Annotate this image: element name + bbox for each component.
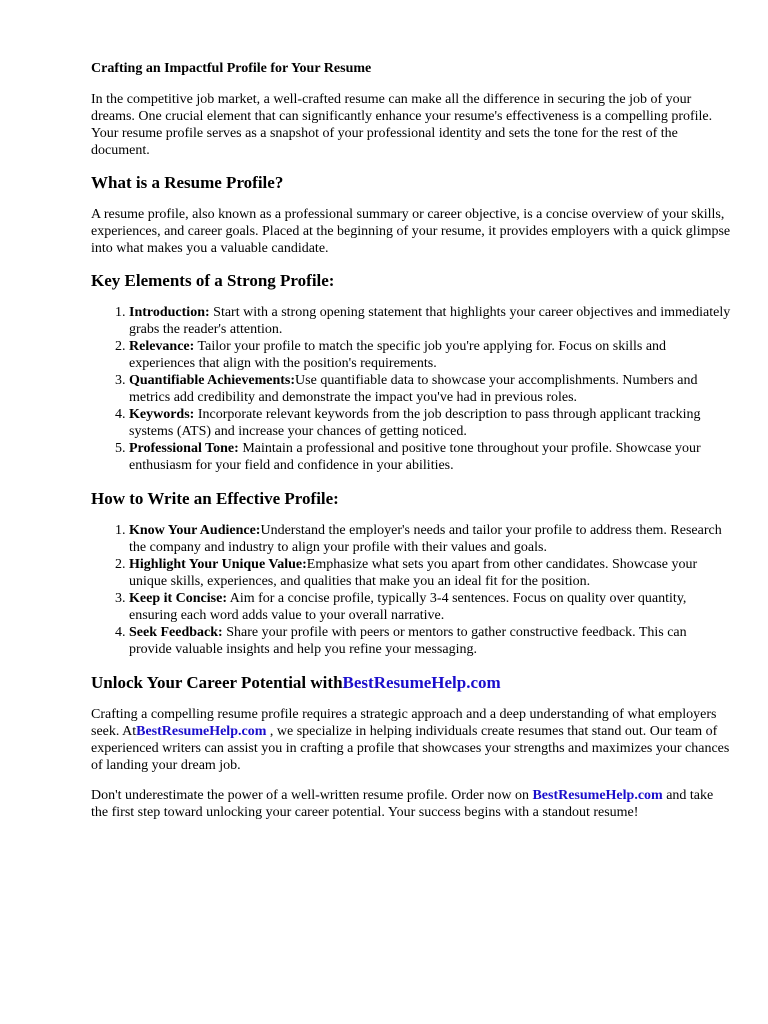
list-item-term: Quantifiable Achievements: [129,373,296,388]
list-item-term: Introduction: [129,305,210,320]
list-item-term: Know Your Audience: [129,523,261,538]
list-item-text: Tailor your profile to match the specific job you're applying for. Focus on skills and experiences that align with the position's requirements. [129,339,667,371]
section-heading-key-elements: Key Elements of a Strong Profile: [91,271,335,290]
list-item [129,624,731,658]
crafting-text-after: , we specialize in helping individuals create resumes that stand out. Our team of experienced writers can assist you in crafting a profile that showcases your strengths and maximizes your chances of landing your dream job. [91,724,730,773]
section-heading-how-to-write: How to Write an Effective Profile: [91,489,339,508]
list-item [129,372,731,406]
list-item-term: Keep it Concise: [129,591,227,606]
list-item-text: Share your profile with peers or mentors to gather constructive feedback. This can provide valuable insights and help you refine your messaging. [129,625,687,657]
document-title: Crafting an Impactful Profile for Your Resume [91,61,372,76]
list-item-text: Start with a strong opening statement that highlights your career objectives and immediately grabs the reader's attention. [129,305,731,337]
how-to-write-list [91,522,731,658]
list-item-text: Aim for a concise profile, typically 3-4 sentences. Focus on quality over quantity, ensuring each word adds value to your overall narrative. [129,591,687,623]
list-item [129,590,731,624]
list-item-term: Relevance: [129,339,195,354]
list-item [129,556,731,590]
list-item-text: Emphasize what sets you apart from other candidates. Showcase your unique skills, experiences, and qualities that make you an ideal fit for the position. [129,557,698,589]
list-item-term: Keywords: [129,407,195,422]
order-text-after: and take the first step toward unlocking your career potential. Your success begins with a standout resume! [91,788,714,820]
what-is-profile-paragraph: A resume profile, also known as a professional summary or career objective, is a concise overview of your skills, experiences, and career goals. Placed at the beginning of your resume, it provides employers with a quick glimpse into what makes you a valuable candidate. [91,207,731,256]
list-item-text: Maintain a professional and positive tone throughout your profile. Showcase your enthusiasm for your field and confidence in your abilities. [129,441,701,473]
list-item-term: Highlight Your Unique Value: [129,557,307,572]
key-elements-list [91,304,731,474]
list-item-text: Use quantifiable data to showcase your accomplishments. Numbers and metrics add credibility and demonstrate the impact you've had in previous roles. [129,373,698,405]
section-heading-what-is-profile: What is a Resume Profile? [91,173,284,192]
list-item-term: Seek Feedback: [129,625,223,640]
list-item-term: Professional Tone: [129,441,239,456]
list-item [129,338,731,372]
list-item-text: Incorporate relevant keywords from the job description to pass through applicant tracking systems (ATS) and increase your chances of getting noticed. [129,407,701,439]
list-item [129,304,731,338]
crafting-paragraph [91,706,731,774]
list-item [129,522,731,556]
unlock-heading-text: Unlock Your Career Potential with [91,673,343,692]
document-page [91,60,731,834]
bestresumehelp-inline-link[interactable]: BestResumeHelp.com [136,724,267,739]
list-item-text: Understand the employer's needs and tailor your profile to address them. Research the company and industry to align your profile with their values and goals. [129,523,722,555]
list-item [129,406,731,440]
bestresumehelp-heading-link[interactable]: BestResumeHelp.com [342,673,501,692]
list-item [129,440,731,474]
crafting-text-before: Crafting a compelling resume profile requires a strategic approach and a deep understanding of what employers seek. At [91,707,717,739]
intro-paragraph: In the competitive job market, a well-crafted resume can make all the difference in securing the job of your dreams. One crucial element that can significantly enhance your resume's effectiveness is a compelling profile. Your resume profile serves as a snapshot of your professional identity and sets the tone for the rest of the document. [91,92,713,158]
order-now-paragraph [91,787,731,821]
order-text-before: Don't underestimate the power of a well-written resume profile. Order now on [91,788,533,803]
section-heading-unlock-career [91,672,731,694]
bestresumehelp-order-link[interactable]: BestResumeHelp.com [532,788,663,803]
